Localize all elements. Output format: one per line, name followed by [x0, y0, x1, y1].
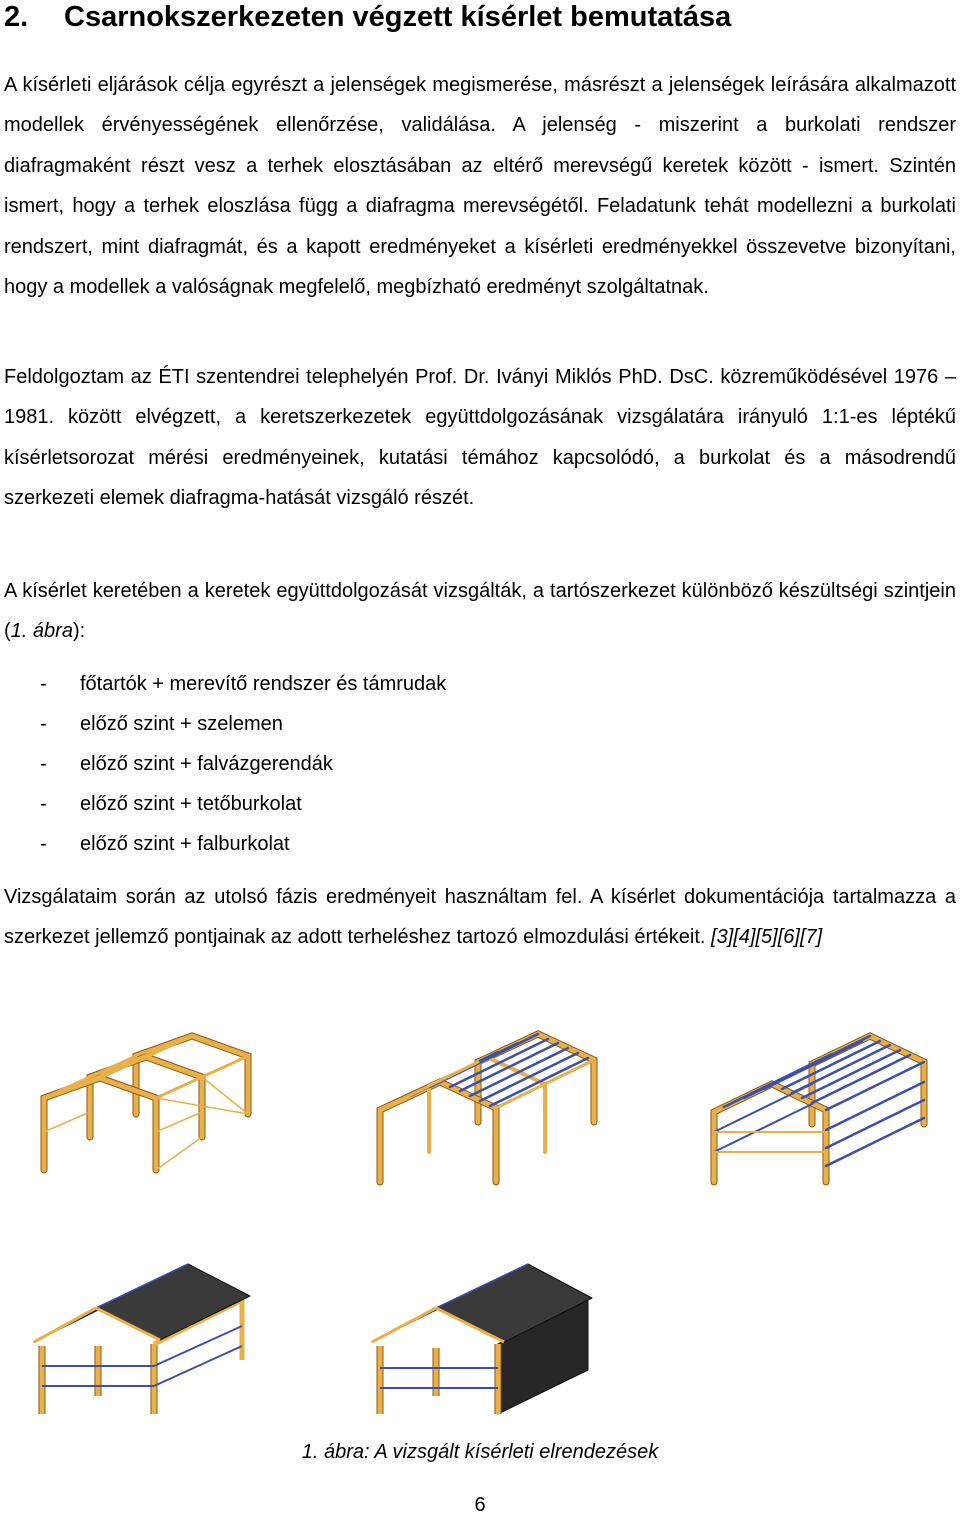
page-number: 6: [474, 1494, 486, 1516]
list-bullet: -: [40, 713, 47, 735]
list-item: - előző szint + szelemen: [4, 704, 446, 744]
figure-panel-wall-cladding: [366, 1258, 594, 1418]
paragraph-purpose: A kísérleti eljárások célja egyrészt a jelenségek megismerése, másrészt a jelenségek leírására alkalmazott modellek érvényességének ellenőrzése, validálása. A jelenség - miszerint a burkolati rendszer diafragmaként részt vesz a terhek elosztásában az eltérő merevségű keretek között - ismert. Szintén ismert, hogy a terhek eloszlása függ a diafragma merevségétől. Feladatunk tehát modellezni a burkolati rendszert, mint diafragmát, és a kapott eredményeket a kísérleti eredményekkel összevetve bizonyítani, hogy a modellek a valóságnak megfelelő, megbízható eredményt szolgáltatnak.: [4, 74, 956, 299]
figure-caption: 1. ábra: A vizsgált kísérleti elrendezések: [301, 1441, 659, 1463]
frame-drawing-4: [34, 1264, 250, 1414]
figure-panel-wall-girders: [702, 1024, 932, 1190]
list-item: - előző szint + tetőburkolat: [4, 784, 446, 824]
list-item: - főtartók + merevítő rendszer és támrudak: [4, 664, 446, 704]
figure-reference[interactable]: 1. ábra: [10, 620, 73, 643]
frame-drawing-5: [372, 1264, 592, 1414]
frame-drawing-3: [714, 1036, 924, 1182]
list-item: - előző szint + falburkolat: [4, 824, 446, 864]
frame-drawing-1: [44, 1036, 248, 1170]
section-heading: [4, 0, 731, 36]
paragraph-documentation: Vizsgálataim során az utolsó fázis eredményeit használtam fel. A kísérlet dokumentációja tartalmazza a szerkezet jellemző pontjainak az adott terheléshez tartozó elmozdulási értékeit. [3][4][5][6][7]: [4, 886, 956, 949]
paragraph-experiment-source: Feldolgoztam az ÉTI szentendrei telephelyén Prof. Dr. Iványi Miklós PhD. DsC. közreműködésével 1976 – 1981. között elvégzett, a keretszerkezetek együttdolgozásának vizsgálatára irányuló 1:1-es léptékű kísérletsorozat mérési eredményeinek, kutatási témához kapcsolódó, a burkolat és a másodrendű szerkezeti elemek diafragma-hatását vizsgáló részét.: [4, 366, 956, 510]
list-item: - előző szint + falvázgerendák: [4, 744, 446, 784]
list-bullet: -: [40, 833, 47, 855]
section-title: Csarnokszerkezeten végzett kísérlet bemutatása: [64, 1, 732, 33]
frame-drawing-2: [380, 1034, 594, 1182]
figure-panel-frames: [30, 1022, 255, 1178]
figure-panel-purlins: [368, 1022, 604, 1190]
list-bullet: -: [40, 673, 47, 695]
stage-list: [4, 664, 446, 864]
section-number: 2.: [4, 1, 29, 33]
paragraph-construction-stages: A kísérlet keretében a keretek együttdolgozását vizsgálták, a tartószerkezet különböző készültségi szintjein (1. ábra):: [4, 580, 956, 643]
list-bullet: -: [40, 793, 47, 815]
figure-panel-roof-cladding: [28, 1256, 252, 1418]
list-bullet: -: [40, 753, 47, 775]
citation-refs[interactable]: [3][4][5][6][7]: [711, 926, 823, 949]
